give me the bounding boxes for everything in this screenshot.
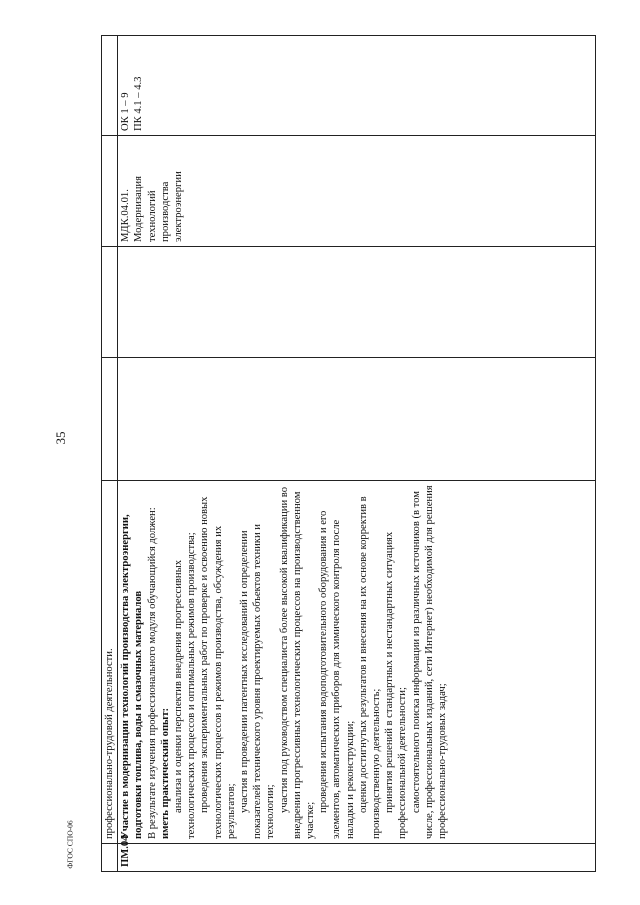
- hours-cell-1: [118, 358, 596, 481]
- header-cell-text: профессионально-трудовой деятельности.: [102, 481, 118, 844]
- competence-line: ОК 1 – 9: [120, 92, 132, 131]
- page-content: [101, 36, 596, 872]
- module-row: [118, 36, 596, 872]
- content-line: участия под руководством специалиста более высокой квалификации во внедрении прогрессивных технологических процессов на производственном участке;: [278, 487, 317, 839]
- mdk-line: МДК.04.01.: [120, 189, 132, 242]
- header-cell-empty-2: [102, 247, 118, 358]
- content-line: анализа и оценки перспектив внедрения прогрессивных технологических процессов и оптимальных режимов производства;: [173, 532, 198, 839]
- content-line: иметь практический опыт:: [159, 707, 171, 839]
- content-line: проведения экспериментальных работ по проверке и освоению новых технологических процессов и режимов производства, обсуждения их результатов;: [199, 496, 237, 839]
- content-line: Участие в модернизации технологий производства электроэнергии, подготовки топлива, воды и смазочных материалов: [120, 514, 145, 839]
- page-number: 35: [53, 431, 68, 445]
- content-line: участия в проведении патентных исследований и определении показателей технического уровня проектируемых объектов техники и технологии;: [239, 524, 277, 839]
- mdk-line: производства: [159, 181, 171, 242]
- content-line: принятия решений в стандартных и нестандартных ситуациях профессиональной деятельности;: [384, 531, 409, 839]
- hours-cell-2: [118, 247, 596, 358]
- footer-mark: ФГОС СПО-06: [65, 820, 75, 869]
- content-line: проведения испытания водоподготовительного оборудования и его элементов, автоматических приборов для химического контроля после наладки и реконструкции;: [318, 510, 356, 839]
- rotated-page: [101, 36, 596, 872]
- mdk-cell: [118, 136, 596, 247]
- competence-cell: [118, 36, 596, 136]
- module-content: [118, 481, 596, 844]
- content-line: самостоятельного поиска информации из различных источников (в том числе, профессиональных изданий, сети Интернет) необходимой для решения профессионально-трудовых задач;: [410, 485, 449, 839]
- header-cell-code: [102, 844, 118, 872]
- mdk-line: технологий: [146, 190, 158, 242]
- competence-line: ПК 4.1 – 4.3: [133, 76, 145, 131]
- mdk-line: Модернизация: [133, 176, 145, 242]
- content-line: оценки достигнутых результатов и внесения на их основе корректив в производственную деятельность;: [357, 496, 383, 839]
- content-line: В результате изучения профессионального модуля обучающийся должен:: [146, 507, 158, 839]
- module-code: ПМ.04: [118, 844, 596, 872]
- header-row: [102, 36, 118, 872]
- header-cell-empty-3: [102, 136, 118, 247]
- header-cell-empty-1: [102, 358, 118, 481]
- curriculum-table: [101, 35, 596, 872]
- header-cell-empty-4: [102, 36, 118, 136]
- mdk-line: электроэнергии: [173, 171, 185, 242]
